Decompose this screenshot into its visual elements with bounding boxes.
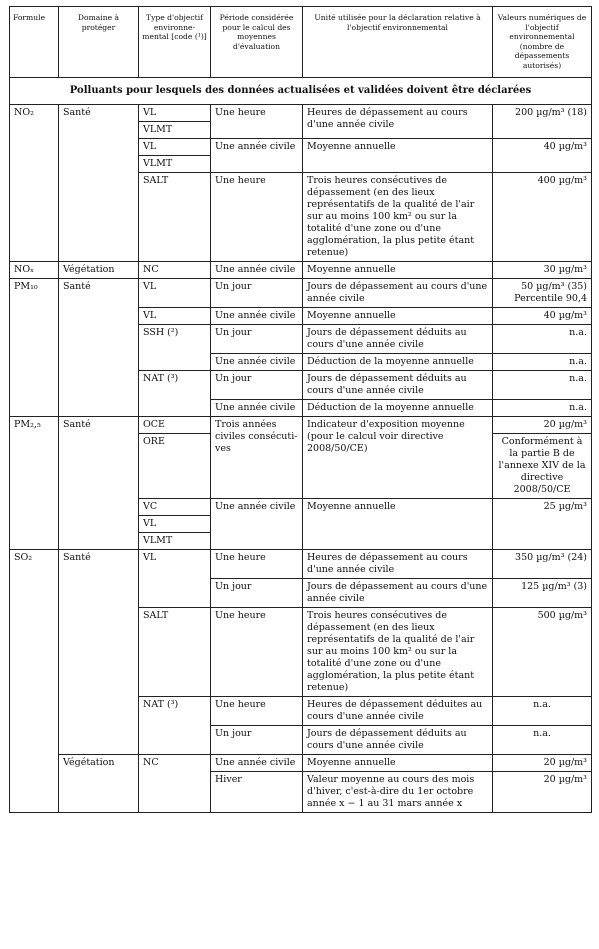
period-cell: Une heure <box>211 696 303 725</box>
value-cell: n.a. <box>493 353 592 370</box>
type-cell: NAT (³) <box>139 370 211 416</box>
type-cell: VL <box>139 138 211 155</box>
type-cell: VL <box>139 104 211 121</box>
period-cell: Une année civile <box>211 399 303 416</box>
value-cell: n.a. <box>493 399 592 416</box>
header-unit: Unité utilisée pour la déclaration relative à l'objectif environnemental <box>303 7 493 78</box>
period-cell: Un jour <box>211 370 303 399</box>
unit-cell: Déduction de la moyenne annuelle <box>303 399 493 416</box>
domain-cell: Santé <box>59 416 139 549</box>
value-cell: n.a. <box>493 696 592 725</box>
type-cell: VLMT <box>139 532 211 549</box>
table-row <box>10 278 592 307</box>
value-cell: n.a. <box>493 370 592 399</box>
unit-cell: Jours de dépassement déduits au cours d'une année civile <box>303 370 493 399</box>
domain-cell: Santé <box>59 104 139 261</box>
period-cell: Une année civile <box>211 353 303 370</box>
header-type: Type d'objectif environne- mental [code (¹)] <box>139 7 211 78</box>
pollutant-objectives-table <box>9 6 592 813</box>
type-cell: NC <box>139 261 211 278</box>
formula-cell: PM₁₀ <box>10 278 59 416</box>
header-period: Période considérée pour le calcul des moyennes d'évaluation <box>211 7 303 78</box>
header-row <box>10 7 592 78</box>
period-cell: Une année civile <box>211 498 303 549</box>
section-row <box>10 77 592 104</box>
value-cell: 50 µg/m³ (35) Percentile 90,4 <box>493 278 592 307</box>
value-cell: n.a. <box>493 725 592 754</box>
period-cell: Une année civile <box>211 754 303 771</box>
value-cell: n.a. <box>493 324 592 353</box>
unit-cell: Heures de dépassement au cours d'une année civile <box>303 104 493 138</box>
value-cell: 40 µg/m³ <box>493 138 592 172</box>
table-row <box>10 549 592 578</box>
unit-cell: Jours de dépassement au cours d'une année civile <box>303 278 493 307</box>
type-cell: VC <box>139 498 211 515</box>
period-cell: Une heure <box>211 607 303 696</box>
unit-cell: Moyenne annuelle <box>303 261 493 278</box>
table-row <box>10 104 592 121</box>
header-domain: Domaine à protéger <box>59 7 139 78</box>
period-cell: Un jour <box>211 324 303 353</box>
header-formula: Formule <box>10 7 59 78</box>
period-cell: Une année civile <box>211 307 303 324</box>
unit-cell: Moyenne annuelle <box>303 754 493 771</box>
unit-cell: Heures de dépassement déduites au cours d'une année civile <box>303 696 493 725</box>
formula-cell: SO₂ <box>10 549 59 812</box>
type-cell: VLMT <box>139 155 211 172</box>
unit-cell: Trois heures consécutives de dépassement (en des lieux représentatifs de la qualité de l'air sur au moins 100 km² ou sur la totalité d'une zone ou d'une agglomération, la plus petite étant retenue) <box>303 172 493 261</box>
period-cell: Trois années civiles consécuti- ves <box>211 416 303 498</box>
formula-cell: NOₓ <box>10 261 59 278</box>
value-cell: 20 µg/m³ <box>493 416 592 433</box>
type-cell: SSH (²) <box>139 324 211 370</box>
unit-cell: Valeur moyenne au cours des mois d'hiver, c'est-à-dire du 1er octobre année x − 1 au 31 mars année x <box>303 771 493 812</box>
period-cell: Une heure <box>211 104 303 138</box>
unit-cell: Jours de dépassement au cours d'une année civile <box>303 578 493 607</box>
type-cell: ORE <box>139 433 211 498</box>
domain-cell: Végétation <box>59 261 139 278</box>
unit-cell: Heures de dépassement au cours d'une année civile <box>303 549 493 578</box>
table-row <box>10 261 592 278</box>
type-cell: NAT (³) <box>139 696 211 754</box>
period-cell: Un jour <box>211 578 303 607</box>
table-row <box>10 416 592 433</box>
formula-cell: PM₂,₅ <box>10 416 59 549</box>
value-cell: 125 µg/m³ (3) <box>493 578 592 607</box>
unit-cell: Déduction de la moyenne annuelle <box>303 353 493 370</box>
type-cell: VL <box>139 549 211 607</box>
section-title: Polluants pour lesquels des données actualisées et validées doivent être déclarées <box>10 77 592 104</box>
value-cell: 25 µg/m³ <box>493 498 592 549</box>
value-cell: 400 µg/m³ <box>493 172 592 261</box>
type-cell: NC <box>139 754 211 812</box>
domain-cell: Santé <box>59 549 139 754</box>
period-cell: Hiver <box>211 771 303 812</box>
value-cell: 20 µg/m³ <box>493 771 592 812</box>
table-row <box>10 754 592 771</box>
period-cell: Un jour <box>211 278 303 307</box>
unit-cell: Trois heures consécutives de dépassement (en des lieux représentatifs de la qualité de l'air sur au moins 100 km² ou sur la totalité d'une zone ou d'une agglomération, la plus petite étant retenue) <box>303 607 493 696</box>
unit-cell: Moyenne annuelle <box>303 307 493 324</box>
type-cell: VL <box>139 307 211 324</box>
value-cell: 500 µg/m³ <box>493 607 592 696</box>
formula-cell: NO₂ <box>10 104 59 261</box>
unit-cell: Jours de dépassement déduits au cours d'une année civile <box>303 324 493 353</box>
type-cell: SALT <box>139 172 211 261</box>
value-cell: 20 µg/m³ <box>493 754 592 771</box>
period-cell: Une année civile <box>211 261 303 278</box>
unit-cell: Moyenne annuelle <box>303 138 493 172</box>
type-cell: VL <box>139 515 211 532</box>
period-cell: Une heure <box>211 549 303 578</box>
domain-cell: Santé <box>59 278 139 416</box>
type-cell: SALT <box>139 607 211 696</box>
value-cell: Conformément à la partie B de l'annexe XIV de la directive 2008/50/CE <box>493 433 592 498</box>
period-cell: Une année civile <box>211 138 303 172</box>
period-cell: Un jour <box>211 725 303 754</box>
value-cell: 350 µg/m³ (24) <box>493 549 592 578</box>
period-cell: Une heure <box>211 172 303 261</box>
value-cell: 40 µg/m³ <box>493 307 592 324</box>
value-cell: 200 µg/m³ (18) <box>493 104 592 138</box>
type-cell: VL <box>139 278 211 307</box>
value-cell: 30 µg/m³ <box>493 261 592 278</box>
header-values: Valeurs numériques de l'objectif environnemental (nombre de dépassements autorisés) <box>493 7 592 78</box>
unit-cell: Indicateur d'exposition moyenne (pour le calcul voir directive 2008/50/CE) <box>303 416 493 498</box>
unit-cell: Jours de dépassement déduits au cours d'une année civile <box>303 725 493 754</box>
type-cell: VLMT <box>139 121 211 138</box>
unit-cell: Moyenne annuelle <box>303 498 493 549</box>
type-cell: OCE <box>139 416 211 433</box>
domain-cell: Végétation <box>59 754 139 812</box>
